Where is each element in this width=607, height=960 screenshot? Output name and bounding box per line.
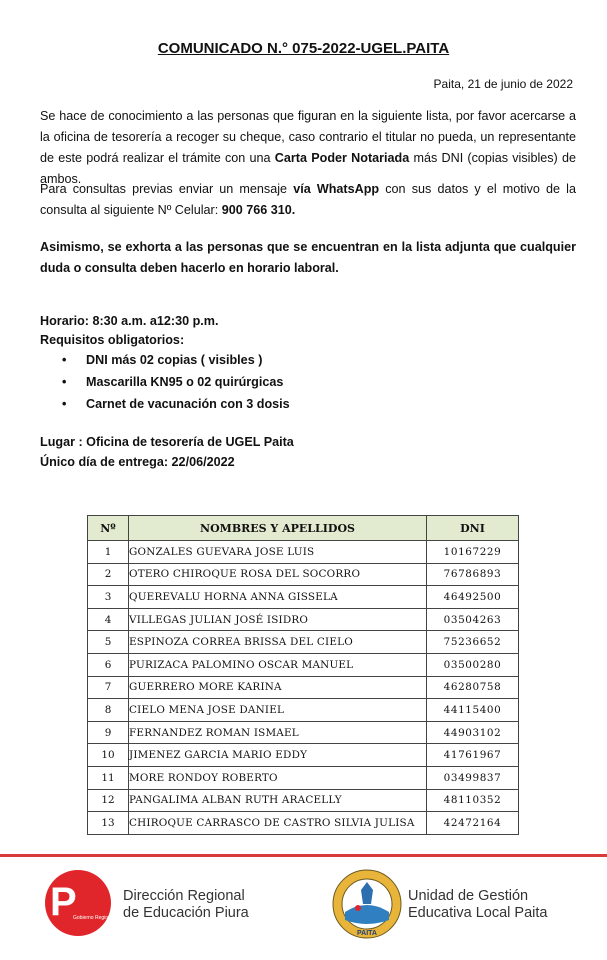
row-number: 11 — [88, 766, 129, 789]
table-row — [88, 586, 519, 609]
row-name: GONZALES GUEVARA JOSE LUIS — [129, 541, 427, 564]
logo-caption: Gobierno Regional Piura — [73, 915, 128, 921]
row-number: 2 — [88, 563, 129, 586]
requirement-item: • Mascarilla KN95 o 02 quirúrgicas — [62, 371, 290, 393]
row-name: MORE RONDOY ROBERTO — [129, 766, 427, 789]
footer-divider — [0, 854, 607, 857]
row-number: 9 — [88, 721, 129, 744]
row-dni: 75236652 — [427, 631, 519, 654]
header-dni: DNI — [427, 516, 519, 541]
row-number: 12 — [88, 789, 129, 812]
contact-text: Para consultas previas enviar un mensaje — [40, 182, 294, 196]
row-number: 1 — [88, 541, 129, 564]
footer-right-line1: Unidad de Gestión — [408, 888, 529, 904]
paragraph-notice-end: más DNI (copias visibles) de ambos. — [40, 151, 576, 186]
contact-text-2: con sus datos y el motivo de la consulta al siguiente Nº Celular: — [40, 182, 576, 217]
table-row — [88, 789, 519, 812]
ugel-paita-text — [408, 888, 547, 922]
header-number: Nº — [88, 516, 129, 541]
row-number: 10 — [88, 744, 129, 767]
whatsapp-text: vía WhatsApp — [293, 182, 380, 196]
ugel-paita-seal — [331, 868, 403, 940]
row-number: 7 — [88, 676, 129, 699]
requirement-item: • Carnet de vacunación con 3 dosis — [62, 393, 290, 415]
row-dni: 42472164 — [427, 812, 519, 835]
beneficiary-table — [87, 515, 519, 835]
row-number: 6 — [88, 653, 129, 676]
direccion-regional-text — [123, 888, 249, 922]
row-dni: 46492500 — [427, 586, 519, 609]
row-dni: 41761967 — [427, 744, 519, 767]
paragraph-notice-text: Se hace de conocimiento a las personas que figuran en la siguiente lista, por favor acercarse a la oficina de tesorería a recoger su cheque, caso contrario el titular no pueda, un representante de este podrá realizar el trámite con una — [40, 109, 576, 165]
table-row — [88, 812, 519, 835]
table-row — [88, 744, 519, 767]
row-number: 3 — [88, 586, 129, 609]
phone-number: 900 766 310. — [221, 203, 296, 217]
row-number: 5 — [88, 631, 129, 654]
row-name: ESPINOZA CORREA BRISSA DEL CIELO — [129, 631, 427, 654]
row-name: OTERO CHIROQUE ROSA DEL SOCORRO — [129, 563, 427, 586]
carta-poder-text: Carta Poder Notariada — [274, 151, 410, 165]
row-name: FERNANDEZ ROMAN ISMAEL — [129, 721, 427, 744]
place-text: Lugar : Oficina de tesorería de UGEL Paita — [40, 435, 294, 449]
paragraph-notice — [40, 106, 576, 190]
row-dni: 03500280 — [427, 653, 519, 676]
table-row — [88, 541, 519, 564]
table-row — [88, 766, 519, 789]
paragraph-exhort: Asimismo, se exhorta a las personas que se encuentran en la lista adjunta que cualquier duda o consulta deben hacerlo en horario laboral. — [40, 240, 576, 275]
row-number: 13 — [88, 812, 129, 835]
table-row — [88, 699, 519, 722]
row-dni: 03499837 — [427, 766, 519, 789]
row-name: PANGALIMA ALBAN RUTH ARACELLY — [129, 789, 427, 812]
row-number: 8 — [88, 699, 129, 722]
row-dni: 48110352 — [427, 789, 519, 812]
row-name: GUERRERO MORE KARINA — [129, 676, 427, 699]
delivery-day-text: Único día de entrega: 22/06/2022 — [40, 455, 235, 469]
row-number: 4 — [88, 608, 129, 631]
table-row — [88, 563, 519, 586]
footer-left-line2: de Educación Piura — [123, 905, 249, 921]
row-dni: 76786893 — [427, 563, 519, 586]
schedule-text: Horario: 8:30 a.m. a12:30 p.m. — [40, 314, 219, 328]
requirement-item: • DNI más 02 copias ( visibles ) — [62, 349, 290, 371]
seal-bottom-text: PAITA — [357, 930, 377, 937]
header-name: NOMBRES Y APELLIDOS — [129, 516, 427, 541]
row-name: QUEREVALU HORNA ANNA GISSELA — [129, 586, 427, 609]
row-dni: 10167229 — [427, 541, 519, 564]
row-dni: 03504263 — [427, 608, 519, 631]
table-row — [88, 653, 519, 676]
requirements-list — [62, 349, 290, 415]
row-dni: 44115400 — [427, 699, 519, 722]
table-row — [88, 608, 519, 631]
table-header-row — [88, 516, 519, 541]
row-dni: 46280758 — [427, 676, 519, 699]
document-title: COMUNICADO N.° 075-2022-UGEL.PAITA — [157, 40, 450, 57]
table-row — [88, 721, 519, 744]
footer-right-line2: Educativa Local Paita — [408, 905, 548, 921]
gobierno-regional-piura-logo — [42, 869, 128, 937]
footer-left-line1: Dirección Regional — [123, 888, 245, 904]
logo-letter: P — [50, 880, 77, 924]
paragraph-contact — [40, 179, 576, 221]
row-name: CIELO MENA JOSE DANIEL — [129, 699, 427, 722]
row-name: VILLEGAS JULIAN JOSÉ ISIDRO — [129, 608, 427, 631]
row-name: PURIZACA PALOMINO OSCAR MANUEL — [129, 653, 427, 676]
document-date: Paita, 21 de junio de 2022 — [433, 77, 573, 91]
row-name: JIMENEZ GARCIA MARIO EDDY — [129, 744, 427, 767]
row-dni: 44903102 — [427, 721, 519, 744]
table-row — [88, 631, 519, 654]
table-row — [88, 676, 519, 699]
requirements-heading: Requisitos obligatorios: — [40, 333, 185, 347]
row-name: CHIROQUE CARRASCO DE CASTRO SILVIA JULISA — [129, 812, 427, 835]
